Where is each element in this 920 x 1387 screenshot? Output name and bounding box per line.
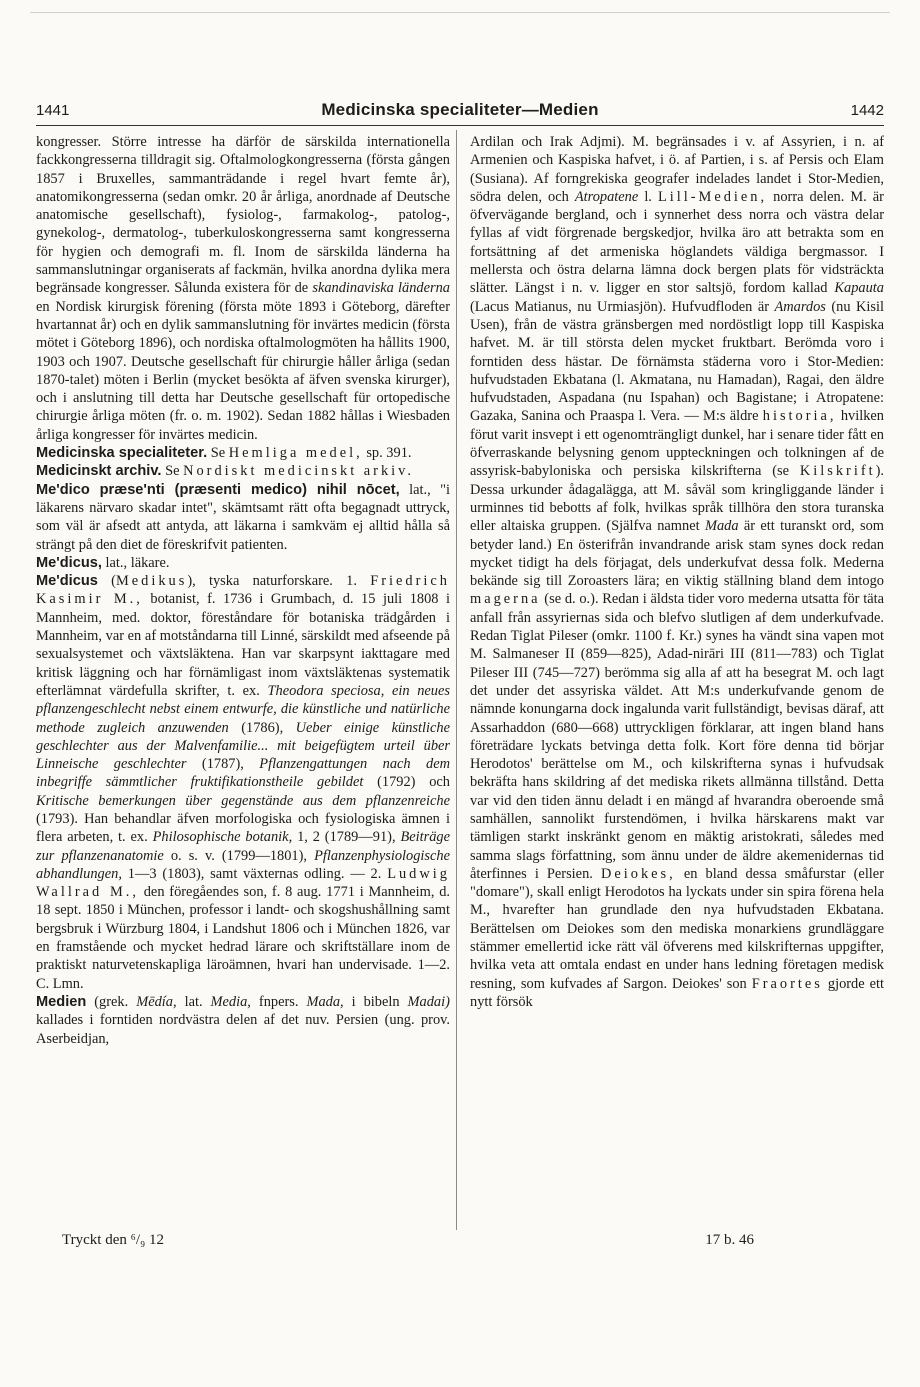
scan-top-edge — [30, 12, 890, 13]
headword: Me'dicus — [36, 573, 98, 590]
column-divider — [456, 130, 457, 1230]
page-number-right: 1442 — [850, 102, 884, 119]
cross-reference[interactable]: magerna — [470, 591, 541, 608]
headword: Medien — [36, 993, 87, 1010]
paragraph-kongresser: kongresser. Större intresse ha därför de särskilda internationella fackkongresserna tilldragit sig. Oftalmologkongresserna (första gången 1857 i Bruxelles, sammanträdande i regel hvart femte år), anatomikongresserna (sedan omkr. 20 år årliga, anordnade af Deutsche anatomische gesellschaft), fysiolog-, farmakolog-, patolog-, gynekolog-, dermatolog-, tuberkuloskongresserna samt kongresserna för hygien och demografi m. fl. Inom de särskilda länderna ha sammanslutningar organiserats af fackmän, hvilka anordna dylika mera begränsade kongresser. Sålunda existera för de skandinaviska länderna en Nordisk kirurgisk förening (första möte 1893 i Göteborg, därefter hvartannat år) och en dylik sammanslutning för invärtes medicin (första mötet i Göteborg 1896), och nordiska oftalmologmöten ha hållits 1900, 1903 och 1907. Deutsche gesellschaft für chirurgie håller årliga (sedan 1870-talet) möten i Berlin (mycket besökta af äfven svenska kirurger), och i anslutning till detta har Deutsche gesellschaft für ortopedische chirurgie årliga möten (fr. o. m. 1902). Sedan 1882 hållas i Wiesbaden årliga kongresser för invärtes medicin. — [36, 134, 450, 443]
page-footer — [36, 1232, 884, 1254]
cross-reference[interactable]: Hemliga medel, — [228, 445, 363, 462]
entry-medicus-naturforskare: Me'dicus (Medikus), tyska naturforskare. 1. Friedrich Kasimir M., botanist, f. 1736 i Grumbach, d. 15 juli 1808 i Mannheim, med. doktor, föreståndare för botaniska trädgården i Mannheim, var en af motståndarna till Linné, särskildt med afseende på sexualsystemet och växtsläktena. Han var skarpsynt iakttagare med kritisk läggning och har förnämligast inom växtsläktenas systematik efterlämnat värdefulla skrifter, t. ex. Theodora speciosa, ein neues pflanzengeschlecht nebst einem entwurfe, die künstliche und natürliche methode zugleich anzuwenden (1786), Ueber einige künstliche geschlechter aus der Malvenfamilie... mit beigefügtem urteil über Linneische geschlechter (1787), Pflanzengattungen nach dem inbegriffe sämmtlicher fruktifikationstheile gebildet (1792) och Kritische bemerkungen über gegenstände aus dem pflanzenreiche (1793). Han behandlar äfven morfologiska och fysiologiska ämnen i flera arbeten, t. ex. Philosophische botanik, 1, 2 (1789—91), Beiträge zur pflanzenanatomie o. s. v. (1799—1801), Pflanzenphysiologische abhandlungen, 1—3 (1803), samt växternas odling. — 2. Ludwig Wallrad M., den föregåendes son, f. 8 aug. 1771 i Mannheim, d. 18 sept. 1850 i München, professor i landt- och skogshushållning samt bergsbruk i Würzburg 1804, i Landshut 1806 och i München 1826, var en framstående och mycket hedrad lärare och skriftställare inom de praktiskt naturvetenskapliga läroämnen, hvari han undervisade. 1—2. C. Lmn. — [36, 573, 450, 992]
left-column — [36, 133, 450, 1229]
entry-medicinska-specialiteter: Medicinska specialiteter. Se Hemliga medel, sp. 391. — [36, 445, 412, 462]
page-header — [36, 100, 884, 124]
entry-medico-praesenti: Me'dico præse'nti (præsenti medico) nihil nōcet, lat., "i läkarens närvaro skadar intet", skämtsamt rätt ofta begagnadt uttryck, som väl är afsedt att antyda, att läkarna i samkväm ej alltid hålla så strängt på den diet de föreskrifvit patienten. — [36, 481, 450, 553]
cross-reference[interactable]: Nordiskt medicinskt arkiv. — [183, 463, 415, 480]
headword: Medicinska specialiteter. — [36, 445, 208, 462]
page-number-left: 1441 — [36, 102, 70, 119]
headword: Medicinskt archiv. — [36, 463, 162, 480]
running-head: Medicinska specialiteter—Medien — [321, 100, 599, 119]
paragraph-medien-continued: Ardilan och Irak Adjmi). M. begränsades i v. af Assyrien, i n. af Armenien och Kaspiska hafvet, i ö. af Partien, i s. af Persis och Elam (Susiana). Af forngrekiska geografer indelades landet i Stor-Medien, södra delen, och Atropatene l. Lill-Medien, norra delen. M. är öfvervägande bergland, och i synnerhet dess norra och västra delar fyllas af vidt förgrenade bergskedjor, hvilka äro att betrakta som en fortsättning af det armeniska höglandets väldiga bergmassor. I mellersta och östra delarna lämna dock bergen plats för vidsträckta slätter. Längst i n. v. ligger en stor saltsjö, fordom kallad Kapauta (Lacus Matianus, nu Urmiasjön). Hufvudfloden är Amardos (nu Kisil Usen), från de västra gränsbergen med nordöstligt lopp till Kaspiska hafvet. M. är till största delen mycket fruktbart. Berömda voro i forntiden dess hästar. De förnämsta städerna voro i Stor-Medien: hufvudstaden Ekbatana (l. Akmatana, nu Hamadan), Ragai, den äldre hufvudstaden, Aspadana (nu Ispahan) och Bagistane; i Atropatene: Gazaka, Sanina och Praaspa l. Vera. — M:s äldre historia, hvilken förut varit insvept i ett ogenomträngligt dunkel, har i senare tider fått en öfverraskande belysning genom uppteckningen och tolkningen af de assyrisk-babyloniska och persiska kilskrifterna (se Kilskrift). Dessa urkunder ådagalägga, att M. såväl som kringliggande länder i urminnes tid bebotts af folk, hvilkas språk tillhöra den stora turanska eller altaiska gruppen. (Själfva namnet Mada är ett turanskt ord, som betyder land.) En österifrån invandrande arisk stam synes dock redan mycket tidigt ha dels förjagat, dels underkufvat dessa folk. Mederna bekände sig till Zoroasters lära; en viktig ställning bland dem intogo magerna (se d. o.). Redan i äldsta tider voro mederna utsatta för täta anfall från assyriernas sida och blefvo slutligen af dem underkufvade. Redan Tiglat Pileser (omkr. 1100 f. Kr.) synes ha vändt sina vapen mot M. Salmaneser II (859—825), Adad-nirāri III (811—783) och Tiglat Pileser III (745—727) berömma sig alla af att ha besegrat M. och lagt det under det assyriska väldet. Att M:s underkufvande genom de nämnde konungarna dock ingalunda varit fullständigt, bevisas däraf, att Assarhaddon (680—668) uttryckligen förklarar, att ingen bland hans företrädare lyckats betvinga detta folk. Kort före denna tid börjar Herodotos' berättelse om M., och kilskrifterna synas i hufvudsak bekräfta hans skildring af det mediska rikets allmänna tillstånd. Detta var vid den tiden ännu deladt i en mängd af hvarandra oberoende små samhällen, sannolikt furstendömen, i hvilka härskarens makt var tämligen starkt inskränkt genom en mäktig aristokrati, således med samma slags författning, som ännu under de äldre akemenidernas tid återfinnes i Persien. Deiokes, en bland dessa småfurstar (eller "domare"), skall enligt Herodotos ha lyckats under sin spira förena hela M., hvarefter han grundlade den nya hufvudstaden Ekbatana. Berättelsen om Deiokes som den mediska monarkiens grundläggare stämmer emellertid icke rätt väl öfverens med kilskrifternas uppgifter, hvilka veta att omtala endast en under hans ledning företagen medisk resning, som kufvades af Sargon. Deiokes' son Fraortes gjorde ett nytt försök — [470, 134, 884, 1010]
headword: Me'dicus, — [36, 554, 102, 571]
print-date: Tryckt den ⁶/₉ 12 — [62, 1232, 164, 1248]
header-rule — [36, 125, 884, 126]
entry-medicus-lat: Me'dicus, lat., läkare. — [36, 554, 170, 571]
right-column — [470, 133, 884, 1229]
headword: Me'dico præse'nti (præsenti medico) nihil nōcet, — [36, 481, 400, 498]
cross-reference[interactable]: Kilskrift — [799, 463, 876, 480]
entry-medicinskt-archiv: Medicinskt archiv. Se Nordiskt medicinskt arkiv. — [36, 463, 415, 480]
signature-mark: 17 b. 46 — [705, 1232, 754, 1248]
entry-medien: Medien (grek. Mēdía, lat. Media, fnpers. Mada, i bibeln Madai) kallades i forntiden nordvästra delen af det nuv. Persien (ung. prov. Aserbeidjan, — [36, 993, 450, 1047]
